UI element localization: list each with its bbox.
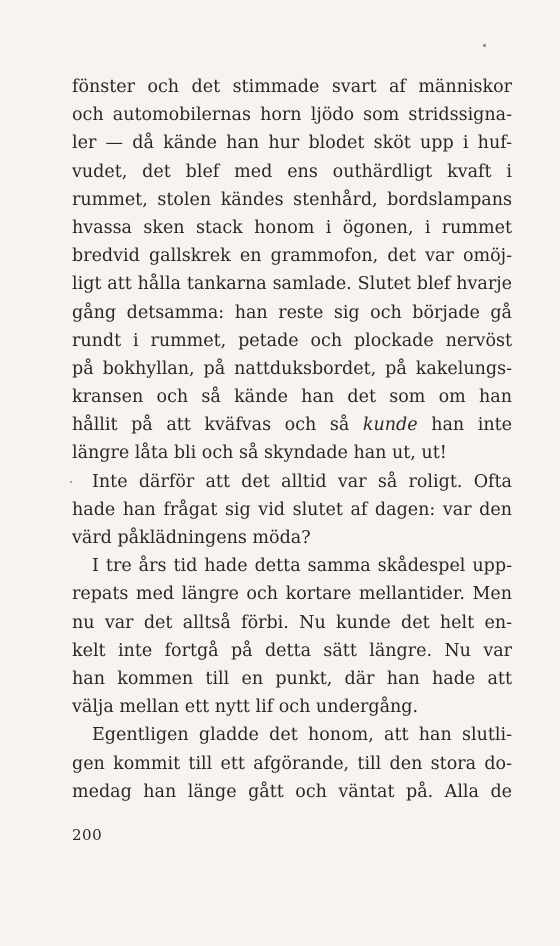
- text-line: värd påklädningens möda?: [72, 528, 311, 548]
- text-line: kransen och så kände han det som om han: [72, 387, 512, 408]
- text-segment: hållit på att kväfvas och så: [72, 415, 350, 436]
- text-line: gen kommit till ett afgörande, till den stora do-: [72, 753, 512, 774]
- text-segment: han inte: [431, 415, 512, 436]
- paragraph-start-line: Egentligen gladde det honom, att han slutli-: [92, 725, 512, 746]
- text-line: fönster och det stimmade svart af människor: [72, 77, 512, 97]
- paragraph-start-line: I tre års tid hade detta samma skådespel upp-: [92, 556, 512, 577]
- body-text: [72, 73, 512, 806]
- text-line: hade han frågat sig vid slutet af dagen: var den: [72, 499, 512, 520]
- text-line: gång detsamma: han reste sig och började gå: [72, 302, 512, 323]
- paragraph-start-line: Inte därför att det alltid var så roligt. Ofta: [92, 471, 512, 492]
- text-line: längre låta bli och så skyndade han ut, ut!: [72, 443, 447, 464]
- text-line: hvassa sken stack honom i ögonen, i rummet: [72, 217, 512, 238]
- text-line: nu var det alltså förbi. Nu kunde det helt en-: [72, 612, 512, 633]
- text-line: välja mellan ett nytt lif och undergång.: [72, 697, 419, 718]
- page-number: 200: [72, 826, 103, 844]
- text-line: ligt att hålla tankarna samlade. Slutet blef hvarje: [72, 274, 512, 295]
- paper-speck: [483, 44, 486, 47]
- text-line: repats med längre och kortare mellantider. Men: [72, 584, 512, 605]
- text-line: och automobilernas horn ljödo som stridssigna-: [72, 105, 512, 126]
- text-line: han kommen till en punkt, där han hade att: [72, 668, 512, 689]
- italic-word: kunde: [362, 415, 418, 436]
- text-line: rundt i rummet, petade och plockade nervöst: [72, 330, 512, 351]
- text-line: kelt inte fortgå på detta sätt längre. Nu var: [72, 640, 512, 661]
- text-line: på bokhyllan, på nattduksbordet, på kakelungs-: [72, 358, 512, 379]
- text-line: [72, 411, 512, 439]
- text-line: medag han länge gått och väntat på. Alla de: [72, 781, 512, 802]
- text-line: rummet, stolen kändes stenhård, bordslampans: [72, 189, 512, 210]
- text-line: bredvid gallskrek en grammofon, det var omöj-: [72, 246, 512, 267]
- text-line: vudet, det blef med ens outhärdligt kvaft i: [72, 161, 512, 182]
- text-line: ler — då kände han hur blodet sköt upp i huf-: [72, 133, 512, 154]
